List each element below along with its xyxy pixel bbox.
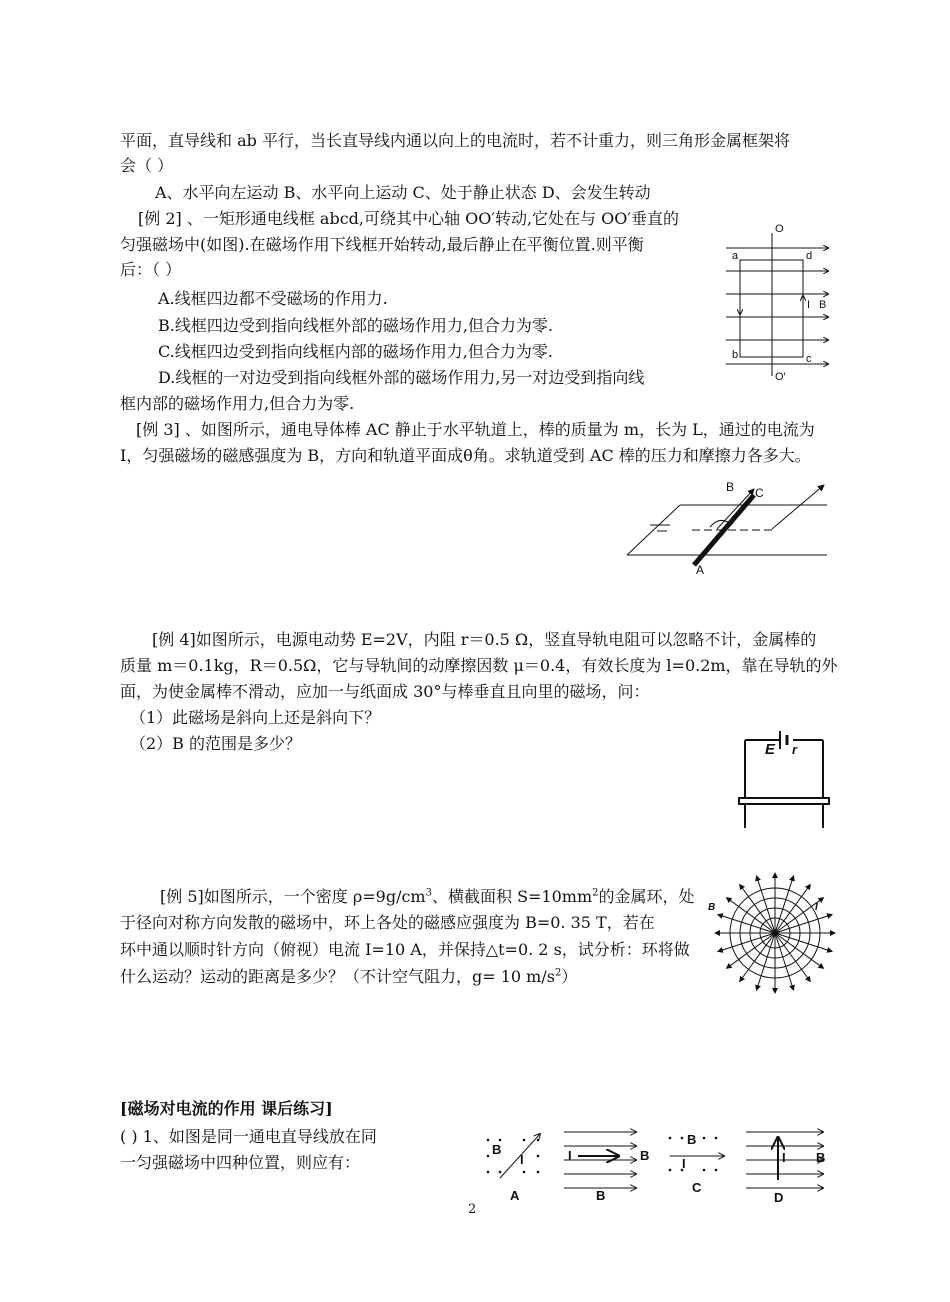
label-c: C	[692, 1180, 702, 1195]
label-i-b: I	[568, 1148, 572, 1163]
label-b-a: B	[492, 1142, 502, 1157]
rail-rod-figure	[622, 477, 832, 577]
exercise-1-line: ( ) 1、如图是同一通电直导线放在同	[120, 1127, 377, 1146]
field-ray	[757, 876, 776, 933]
label-i: I	[807, 299, 811, 311]
option-d-cont: 框内部的磁场作用力,但合力为零.	[120, 394, 355, 413]
label-i-d: I	[782, 1150, 786, 1165]
option-d: D.线框的一对边受到指向线框外部的磁场作用力,另一对边受到指向线	[158, 368, 645, 387]
label-b-field-d: B	[816, 1150, 826, 1165]
label-o-prime: O′	[775, 371, 786, 383]
label-d: d	[806, 250, 813, 262]
label-b: B	[726, 480, 735, 494]
field-ray	[775, 933, 794, 990]
label-i-a: I	[520, 1152, 524, 1167]
text-line: 会（ ）	[120, 156, 174, 175]
field-ray	[718, 915, 775, 934]
options-line: A、水平向左运动 B、水平向上运动 C、处于静止状态 D、会发生转动	[155, 183, 651, 202]
loop-figure	[720, 218, 835, 383]
example-4-line: 质量 m＝0.1kg，R＝0.5Ω，它与导轨间的动摩擦因数 μ＝0.4，有效长度为 l=0.2m，靠在导轨的外	[120, 656, 838, 675]
label-a: a	[732, 250, 739, 262]
label-b-c: B	[687, 1132, 697, 1147]
radial-field-figure	[700, 868, 845, 998]
page-number: 2	[468, 1202, 477, 1217]
label-i: I	[815, 902, 818, 913]
label-r: r	[792, 742, 798, 757]
exercise-title: [磁场对电流的作用 课后练习]	[120, 1099, 333, 1118]
example-5-line: 环中通以顺时针方向（俯视）电流 I=10 A，并保持△t=0. 2 s，试分析：环将做	[120, 940, 690, 959]
label-i-c: I	[682, 1156, 686, 1171]
field-ray	[775, 915, 832, 934]
field-ray	[718, 933, 775, 952]
example-2-line: [例 2] 、一矩形通电线框 abcd,可绕其中心轴 OO′转动,它处在与 OO′垂直的	[138, 209, 679, 228]
label-b: b	[732, 349, 739, 361]
example-5-line: 于径向对称方向发散的磁场中，环上各处的磁感应强度为 B=0. 35 T，若在	[120, 913, 655, 932]
label-e: E	[765, 741, 776, 758]
field-ray	[775, 876, 794, 933]
example-3-line: [例 3] 、如图所示，通电导体棒 AC 静止于水平轨道上，棒的质量为 m，长为 L，通过的电流为	[136, 420, 815, 439]
label-b: B	[596, 1188, 606, 1203]
label-a: A	[510, 1188, 520, 1203]
example-2-line: 后：（ ）	[120, 260, 182, 279]
example-3-line: I，匀强磁场的磁感强度为 B，方向和轨道平面成θ角。求轨道受到 AC 棒的压力和摩擦力各多大。	[120, 446, 811, 465]
label-o: O	[775, 223, 784, 235]
field-ray	[757, 933, 776, 990]
label-b-field: B	[819, 299, 827, 311]
circuit-figure	[735, 728, 835, 830]
example-2-line: 匀强磁场中(如图).在磁场作用下线框开始转动,最后静止在平衡位置.则平衡	[120, 235, 644, 254]
label-c: c	[806, 353, 812, 365]
option-c: C.线框四边受到指向线框内部的磁场作用力,但合力为零.	[158, 342, 553, 361]
text-line: 平面，直导线和 ab 平行，当长直导线内通以向上的电流时，若不计重力，则三角形金属框架将	[120, 131, 790, 150]
label-b: B	[708, 902, 716, 913]
field-ray	[775, 933, 832, 952]
label-c: C	[755, 486, 764, 500]
question-1: （1）此磁场是斜向上还是斜向下？	[130, 708, 381, 727]
option-b: B.线框四边受到指向线框外部的磁场作用力,但合力为零.	[158, 316, 554, 335]
example-4-line: 面，为使金属棒不滑动，应加一与纸面成 30°与棒垂直且向里的磁场，问：	[120, 682, 650, 701]
label-d: D	[774, 1190, 784, 1204]
example-5-line: [例 5]如图所示，一个密度 $\rho=9g/cm^3$、横截面积 $S=10mm^2$的金属环，处	[160, 887, 695, 906]
label-b-field-b: B	[640, 1148, 650, 1163]
option-a: A.线框四边都不受磁场的作用力.	[158, 289, 388, 308]
question-2: （2）B 的范围是多少？	[130, 734, 302, 753]
exercise-1-line: 一匀强磁场中四种位置，则应有：	[120, 1153, 361, 1172]
example-4-line: [例 4]如图所示，电源电动势 E=2V，内阻 r＝0.5 Ω，竖直导轨电阻可以忽略不计，金属棒的	[152, 630, 817, 649]
four-positions-figure	[478, 1120, 833, 1204]
example-5-line: 什么运动？运动的距离是多少？（不计空气阻力，g= 10 $m/s^2$）	[120, 967, 578, 986]
label-a: A	[696, 563, 705, 577]
